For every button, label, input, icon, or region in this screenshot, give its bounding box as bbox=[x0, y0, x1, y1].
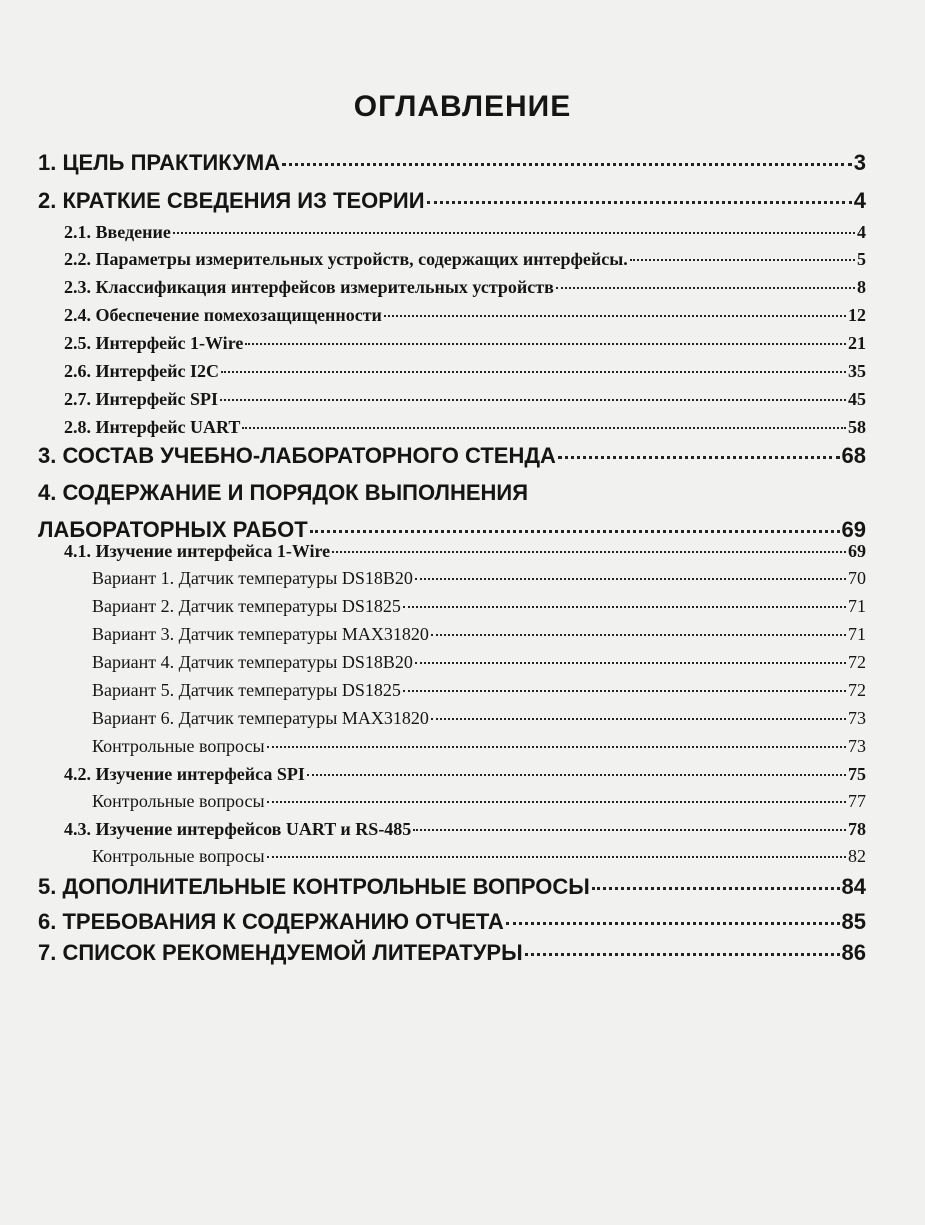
toc-entry-page-number: 5 bbox=[857, 249, 866, 269]
toc-entry-page-number: 68 bbox=[841, 443, 866, 468]
toc-entry-page-number: 77 bbox=[848, 791, 866, 811]
toc-entry-title: Вариант 1. Датчик температуры DS18B20 bbox=[92, 568, 413, 588]
dot-leader bbox=[282, 163, 852, 166]
toc-entry-page-number: 58 bbox=[848, 417, 866, 437]
toc-entry-title: Вариант 2. Датчик температуры DS1825 bbox=[92, 596, 401, 616]
toc-entry-title: 4. СОДЕРЖАНИЕ И ПОРЯДОК ВЫПОЛНЕНИЯ bbox=[38, 480, 529, 505]
toc-entry bbox=[64, 333, 866, 354]
toc-entry bbox=[38, 443, 866, 469]
page-title: ОГЛАВЛЕНИЕ bbox=[353, 90, 572, 123]
toc-entry-page-number: 4 bbox=[853, 188, 866, 213]
toc-entry bbox=[92, 596, 866, 617]
dot-leader bbox=[403, 690, 846, 692]
toc-entry-title: Вариант 6. Датчик температуры MAX31820 bbox=[92, 708, 429, 728]
toc-entry-title: 4.2. Изучение интерфейса SPI bbox=[64, 764, 305, 784]
toc-entry-title: Контрольные вопросы bbox=[92, 846, 265, 866]
toc-entry-title: 7. СПИСОК РЕКОМЕНДУЕМОЙ ЛИТЕРАТУРЫ bbox=[38, 940, 523, 965]
toc-entry-page-number: 69 bbox=[848, 541, 866, 561]
toc-entry-title: 4.1. Изучение интерфейса 1-Wire bbox=[64, 541, 331, 561]
toc-entry bbox=[38, 188, 866, 214]
toc-entry-title: 4.3. Изучение интерфейсов UART и RS-485 bbox=[64, 819, 412, 839]
dot-leader bbox=[592, 887, 840, 890]
dot-leader bbox=[525, 953, 840, 956]
dot-leader bbox=[242, 427, 846, 429]
toc-entry bbox=[38, 150, 866, 176]
dot-leader bbox=[221, 371, 846, 373]
toc-entry bbox=[64, 305, 866, 326]
toc-entry-page-number: 71 bbox=[848, 596, 866, 616]
toc-entry bbox=[92, 736, 866, 757]
toc-entry-title: Контрольные вопросы bbox=[92, 791, 265, 811]
dot-leader bbox=[403, 606, 846, 608]
toc-entry-page-number: 3 bbox=[853, 150, 866, 175]
toc-entry bbox=[64, 764, 866, 785]
toc-entry bbox=[92, 846, 866, 867]
dot-leader bbox=[556, 287, 855, 289]
toc-entry bbox=[64, 361, 866, 382]
dot-leader bbox=[431, 634, 846, 636]
toc-entry-title: 2.1. Введение bbox=[64, 222, 171, 242]
dot-leader bbox=[384, 315, 846, 317]
toc-entry bbox=[92, 680, 866, 701]
toc-entry-title: 2.3. Классификация интерфейсов измерительных устройств bbox=[64, 277, 554, 297]
toc-entry bbox=[38, 480, 866, 506]
dot-leader bbox=[558, 456, 840, 459]
dot-leader bbox=[245, 343, 846, 345]
toc-entry bbox=[38, 909, 866, 935]
toc-entry-page-number: 8 bbox=[857, 277, 866, 297]
dot-leader bbox=[415, 662, 846, 664]
toc-entry-title: 6. ТРЕБОВАНИЯ К СОДЕРЖАНИЮ ОТЧЕТА bbox=[38, 909, 504, 934]
toc-entry bbox=[92, 652, 866, 673]
dot-leader bbox=[267, 801, 846, 803]
dot-leader bbox=[427, 201, 852, 204]
dot-leader bbox=[173, 232, 855, 234]
toc-entry bbox=[64, 389, 866, 410]
toc-entry-page-number: 71 bbox=[848, 624, 866, 644]
toc-entry-title: 1. ЦЕЛЬ ПРАКТИКУМА bbox=[38, 150, 281, 175]
toc-entry bbox=[92, 708, 866, 729]
toc-entry bbox=[64, 541, 866, 562]
toc-entry-title: 2.4. Обеспечение помехозащищенности bbox=[64, 305, 382, 325]
dot-leader bbox=[267, 746, 846, 748]
toc-entry-title: Контрольные вопросы bbox=[92, 736, 265, 756]
toc-entry-title: 2.7. Интерфейс SPI bbox=[64, 389, 219, 409]
toc-entry-title: 2.2. Параметры измерительных устройств, содержащих интерфейсы. bbox=[64, 249, 628, 269]
toc-entry bbox=[92, 568, 866, 589]
toc-entry bbox=[64, 819, 866, 840]
toc-entry bbox=[38, 874, 866, 900]
toc-entry-page-number: 75 bbox=[848, 764, 866, 784]
toc-entry-page-number: 84 bbox=[841, 874, 866, 899]
toc-entry-page-number: 72 bbox=[848, 680, 866, 700]
dot-leader bbox=[630, 259, 855, 261]
dot-leader bbox=[506, 922, 840, 925]
toc-entry-title: 5. ДОПОЛНИТЕЛЬНЫЕ КОНТРОЛЬНЫЕ ВОПРОСЫ bbox=[38, 874, 590, 899]
toc-entry bbox=[38, 517, 866, 543]
toc-entry-page-number: 73 bbox=[848, 736, 866, 756]
toc-entry-title: Вариант 4. Датчик температуры DS18B20 bbox=[92, 652, 413, 672]
toc-entry-title: Вариант 3. Датчик температуры MAX31820 bbox=[92, 624, 429, 644]
dot-leader bbox=[332, 551, 846, 553]
dot-leader bbox=[415, 578, 846, 580]
toc-entry-title: Вариант 5. Датчик температуры DS1825 bbox=[92, 680, 401, 700]
dot-leader bbox=[431, 718, 846, 720]
toc-entry bbox=[64, 277, 866, 298]
toc-entry-title: 2. КРАТКИЕ СВЕДЕНИЯ ИЗ ТЕОРИИ bbox=[38, 188, 425, 213]
toc-entry bbox=[92, 624, 866, 645]
toc-entry-title: 3. СОСТАВ УЧЕБНО-ЛАБОРАТОРНОГО СТЕНДА bbox=[38, 443, 556, 468]
dot-leader bbox=[267, 856, 846, 858]
toc-entry bbox=[38, 940, 866, 966]
toc-entry-page-number: 72 bbox=[848, 652, 866, 672]
toc-entry bbox=[92, 791, 866, 812]
toc-entry-page-number: 82 bbox=[848, 846, 866, 866]
toc-entry-title: 2.8. Интерфейс UART bbox=[64, 417, 241, 437]
toc-entry bbox=[64, 249, 866, 270]
dot-leader bbox=[307, 774, 846, 776]
toc-entry-title: 2.6. Интерфейс I2C bbox=[64, 361, 220, 381]
toc-entry-page-number: 21 bbox=[848, 333, 866, 353]
toc-entry-page-number: 86 bbox=[841, 940, 866, 965]
dot-leader bbox=[220, 399, 846, 401]
toc-entry-page-number: 85 bbox=[841, 909, 866, 934]
toc-entry-page-number: 78 bbox=[848, 819, 866, 839]
toc-entry bbox=[64, 222, 866, 243]
toc-entry-page-number: 45 bbox=[848, 389, 866, 409]
toc-entry-page-number: 35 bbox=[848, 361, 866, 381]
toc-entry bbox=[64, 417, 866, 438]
dot-leader bbox=[310, 530, 840, 533]
toc-entry-page-number: 73 bbox=[848, 708, 866, 728]
toc-entry-page-number: 4 bbox=[857, 222, 866, 242]
toc-entry-page-number: 69 bbox=[841, 517, 866, 542]
toc-entry-title: 2.5. Интерфейс 1-Wire bbox=[64, 333, 244, 353]
toc-entry-page-number: 12 bbox=[848, 305, 866, 325]
dot-leader bbox=[413, 829, 846, 831]
toc-entry-page-number: 70 bbox=[848, 568, 866, 588]
toc-entry-title: ЛАБОРАТОРНЫХ РАБОТ bbox=[38, 517, 308, 542]
